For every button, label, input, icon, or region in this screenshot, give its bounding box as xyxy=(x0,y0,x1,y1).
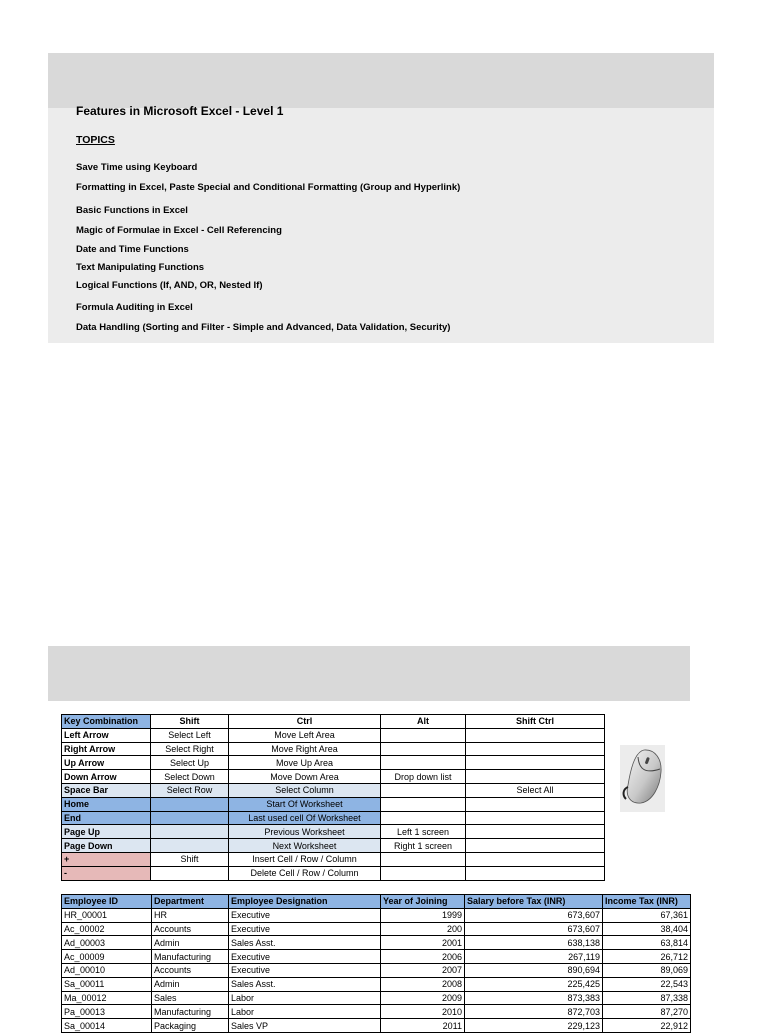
table-cell: HR xyxy=(152,908,229,922)
table-cell: 200 xyxy=(381,922,465,936)
table-cell: Sales Asst. xyxy=(229,936,381,950)
table-cell: Sa_00014 xyxy=(62,1019,152,1033)
table-cell: Ac_00002 xyxy=(62,922,152,936)
column-header: Salary before Tax (INR) xyxy=(465,895,603,909)
table-cell: 225,425 xyxy=(465,977,603,991)
table-cell: Page Up xyxy=(62,825,151,839)
table-cell: Left 1 screen xyxy=(381,825,466,839)
table-cell: Packaging xyxy=(152,1019,229,1033)
table-cell: Insert Cell / Row / Column xyxy=(229,852,381,866)
table-cell xyxy=(466,811,605,825)
table-cell xyxy=(381,742,466,756)
table-cell: End xyxy=(62,811,151,825)
table-cell: Admin xyxy=(152,977,229,991)
table-cell xyxy=(151,811,229,825)
table-cell: Accounts xyxy=(152,922,229,936)
table-row xyxy=(62,963,691,977)
table-cell: + xyxy=(62,852,151,866)
table-cell: 38,404 xyxy=(603,922,691,936)
table-cell: Space Bar xyxy=(62,783,151,797)
table-row xyxy=(62,742,605,756)
table-cell: 26,712 xyxy=(603,950,691,964)
table-row xyxy=(62,1019,691,1033)
table-cell: Ad_00010 xyxy=(62,963,152,977)
table-cell: 229,123 xyxy=(465,1019,603,1033)
table-cell: Manufacturing xyxy=(152,950,229,964)
table-cell: Home xyxy=(62,797,151,811)
table-cell: 2007 xyxy=(381,963,465,977)
table-cell: Down Arrow xyxy=(62,770,151,784)
table-cell: Shift xyxy=(151,852,229,866)
table-cell: 22,912 xyxy=(603,1019,691,1033)
table-cell xyxy=(466,825,605,839)
topic-item: Formula Auditing in Excel xyxy=(76,302,193,313)
table-cell: Labor xyxy=(229,1005,381,1019)
table-cell: Ac_00009 xyxy=(62,950,152,964)
table-cell: Select Column xyxy=(229,783,381,797)
table-cell: Executive xyxy=(229,908,381,922)
table-cell xyxy=(466,839,605,853)
table-cell: 67,361 xyxy=(603,908,691,922)
employee-table xyxy=(61,894,691,1033)
table-cell: 673,607 xyxy=(465,922,603,936)
table-cell xyxy=(381,811,466,825)
document-title: Features in Microsoft Excel - Level 1 xyxy=(76,104,284,118)
table-cell: Executive xyxy=(229,963,381,977)
table-cell: Select All xyxy=(466,783,605,797)
table-cell: 89,069 xyxy=(603,963,691,977)
table-row xyxy=(62,756,605,770)
table-cell: - xyxy=(62,866,151,880)
table-cell: Move Right Area xyxy=(229,742,381,756)
table-row xyxy=(62,991,691,1005)
column-header: Employee ID xyxy=(62,895,152,909)
topic-item: Magic of Formulae in Excel - Cell Referencing xyxy=(76,225,282,236)
column-header: Ctrl xyxy=(229,715,381,729)
table-header-row xyxy=(62,895,691,909)
topic-item: Save Time using Keyboard xyxy=(76,162,198,173)
table-row xyxy=(62,1005,691,1019)
table-cell: Accounts xyxy=(152,963,229,977)
table-cell: 87,270 xyxy=(603,1005,691,1019)
table-cell: HR_00001 xyxy=(62,908,152,922)
table-cell: Right 1 screen xyxy=(381,839,466,853)
table-cell: 87,338 xyxy=(603,991,691,1005)
table-cell: Select Down xyxy=(151,770,229,784)
table-cell: Ma_00012 xyxy=(62,991,152,1005)
table-cell: Ad_00003 xyxy=(62,936,152,950)
top-banner xyxy=(48,53,714,108)
table-cell xyxy=(381,852,466,866)
table-row xyxy=(62,852,605,866)
table-cell: Pa_00013 xyxy=(62,1005,152,1019)
table-cell: Sales xyxy=(152,991,229,1005)
column-header: Income Tax (INR) xyxy=(603,895,691,909)
topic-item: Formatting in Excel, Paste Special and Conditional Formatting (Group and Hyperlink) xyxy=(76,182,461,193)
table-cell: Previous Worksheet xyxy=(229,825,381,839)
table-row xyxy=(62,728,605,742)
topics-heading: TOPICS xyxy=(76,134,115,146)
table-cell: Manufacturing xyxy=(152,1005,229,1019)
table-cell: Page Down xyxy=(62,839,151,853)
table-row xyxy=(62,783,605,797)
column-header: Shift Ctrl xyxy=(466,715,605,729)
table-cell: Select Up xyxy=(151,756,229,770)
table-row xyxy=(62,811,605,825)
table-cell: Sales VP xyxy=(229,1019,381,1033)
topic-item: Logical Functions (If, AND, OR, Nested If) xyxy=(76,280,263,291)
table-cell: Move Down Area xyxy=(229,770,381,784)
table-cell: Next Worksheet xyxy=(229,839,381,853)
section-banner xyxy=(48,646,690,701)
table-cell: 673,607 xyxy=(465,908,603,922)
table-cell: Select Row xyxy=(151,783,229,797)
keyboard-shortcuts-table xyxy=(61,714,605,881)
table-row xyxy=(62,825,605,839)
table-cell xyxy=(381,783,466,797)
table-cell: Executive xyxy=(229,922,381,936)
table-cell xyxy=(381,797,466,811)
table-cell xyxy=(466,797,605,811)
table-cell xyxy=(381,728,466,742)
table-row xyxy=(62,866,605,880)
table-cell: Move Up Area xyxy=(229,756,381,770)
table-cell: 2011 xyxy=(381,1019,465,1033)
table-cell: Admin xyxy=(152,936,229,950)
topic-item: Date and Time Functions xyxy=(76,244,189,255)
table-cell xyxy=(466,852,605,866)
table-cell: 2010 xyxy=(381,1005,465,1019)
table-row xyxy=(62,922,691,936)
table-cell xyxy=(151,839,229,853)
column-header: Alt xyxy=(381,715,466,729)
table-cell: Last used cell Of Worksheet xyxy=(229,811,381,825)
table-row xyxy=(62,950,691,964)
table-cell: 1999 xyxy=(381,908,465,922)
table-cell: Sa_00011 xyxy=(62,977,152,991)
table-cell: Sales Asst. xyxy=(229,977,381,991)
table-cell: 890,694 xyxy=(465,963,603,977)
table-header-row xyxy=(62,715,605,729)
table-cell xyxy=(466,866,605,880)
table-cell: 2006 xyxy=(381,950,465,964)
topics-panel xyxy=(48,104,714,343)
table-row xyxy=(62,908,691,922)
table-cell: Select Right xyxy=(151,742,229,756)
table-cell: 63,814 xyxy=(603,936,691,950)
table-cell: Executive xyxy=(229,950,381,964)
table-cell xyxy=(381,866,466,880)
table-row xyxy=(62,839,605,853)
column-header: Department xyxy=(152,895,229,909)
table-cell: Drop down list xyxy=(381,770,466,784)
mouse-icon xyxy=(620,745,665,812)
table-cell: Left Arrow xyxy=(62,728,151,742)
table-cell: 2001 xyxy=(381,936,465,950)
column-header: Shift xyxy=(151,715,229,729)
table-cell xyxy=(466,742,605,756)
table-cell: 2008 xyxy=(381,977,465,991)
table-cell: Up Arrow xyxy=(62,756,151,770)
table-cell xyxy=(151,797,229,811)
table-cell: Labor xyxy=(229,991,381,1005)
topic-item: Basic Functions in Excel xyxy=(76,205,188,216)
table-cell: 873,383 xyxy=(465,991,603,1005)
table-cell: 267,119 xyxy=(465,950,603,964)
table-cell xyxy=(151,825,229,839)
topic-item: Data Handling (Sorting and Filter - Simple and Advanced, Data Validation, Security) xyxy=(76,322,451,333)
table-cell: 872,703 xyxy=(465,1005,603,1019)
table-cell: 638,138 xyxy=(465,936,603,950)
table-cell: Right Arrow xyxy=(62,742,151,756)
table-row xyxy=(62,936,691,950)
table-cell: Select Left xyxy=(151,728,229,742)
table-cell xyxy=(466,756,605,770)
table-cell xyxy=(381,756,466,770)
column-header: Year of Joining xyxy=(381,895,465,909)
table-cell: 22,543 xyxy=(603,977,691,991)
table-cell xyxy=(151,866,229,880)
column-header: Employee Designation xyxy=(229,895,381,909)
table-cell: Delete Cell / Row / Column xyxy=(229,866,381,880)
table-cell: 2009 xyxy=(381,991,465,1005)
table-cell: Start Of Worksheet xyxy=(229,797,381,811)
table-row xyxy=(62,977,691,991)
table-cell xyxy=(466,770,605,784)
table-cell: Move Left Area xyxy=(229,728,381,742)
column-header: Key Combination xyxy=(62,715,151,729)
table-cell xyxy=(466,728,605,742)
table-row xyxy=(62,797,605,811)
topic-item: Text Manipulating Functions xyxy=(76,262,205,273)
table-row xyxy=(62,770,605,784)
